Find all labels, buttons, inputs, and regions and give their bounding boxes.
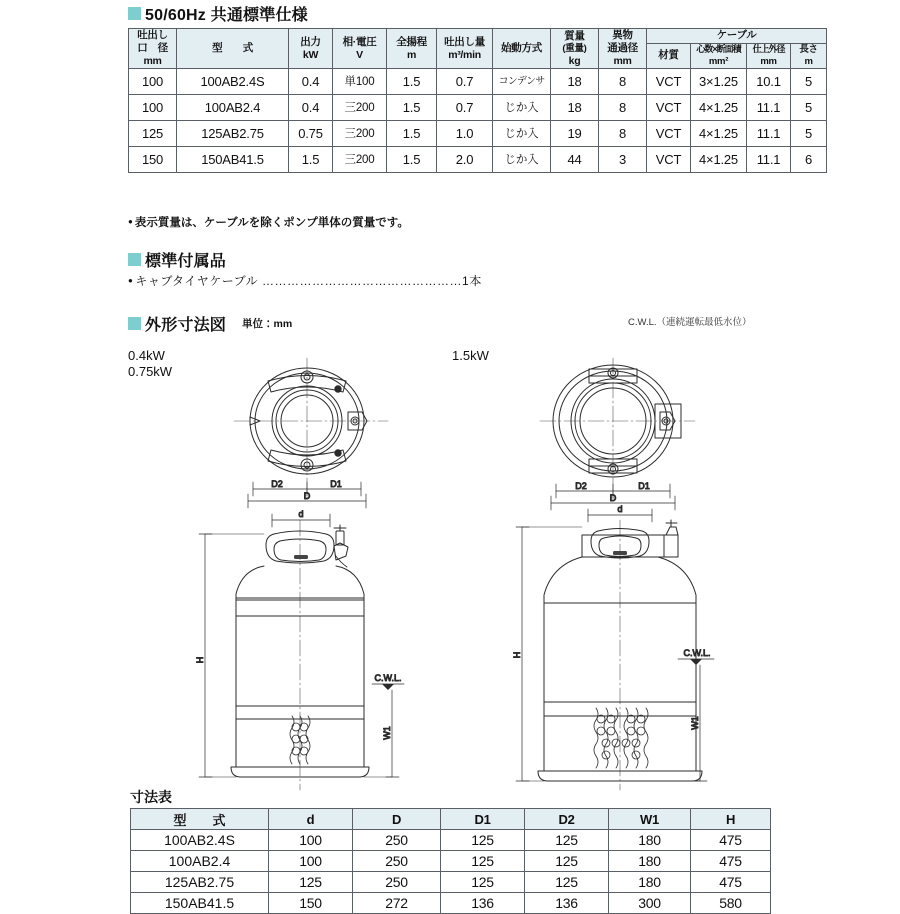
dim-label-W1-right: W1	[690, 716, 700, 730]
header-model: 型 式	[177, 29, 289, 69]
cell-flow: 1.0	[437, 121, 493, 147]
dim-cell-D: 250	[353, 872, 441, 893]
cell-voltage: 三200	[333, 121, 387, 147]
spec-table-container	[128, 28, 818, 173]
cell-model: 125AB2.75	[177, 121, 289, 147]
cell-voltage: 三200	[333, 95, 387, 121]
dim-cell-D1: 125	[441, 851, 525, 872]
dim-cell-D: 250	[353, 830, 441, 851]
section-marker-icon	[128, 253, 141, 266]
dim-cell-H: 475	[691, 851, 771, 872]
cell-mass: 18	[551, 95, 599, 121]
cell-voltage: 三200	[333, 147, 387, 173]
table-row	[131, 872, 771, 893]
header-head: 全揚程 m	[387, 29, 437, 69]
dim-label-D: D	[303, 491, 311, 501]
cell-model: 100AB2.4	[177, 95, 289, 121]
dim-cell-model: 125AB2.75	[131, 872, 269, 893]
cell-mass: 44	[551, 147, 599, 173]
dim-label-D2-right: D2	[575, 481, 587, 491]
spec-table-body	[129, 69, 827, 173]
table-row	[129, 147, 827, 173]
dim-cell-D1: 125	[441, 830, 525, 851]
dim-cell-d: 100	[269, 830, 353, 851]
cell-bore: 100	[129, 69, 177, 95]
cell-cable-material: VCT	[647, 69, 691, 95]
outline-section-heading	[128, 312, 292, 335]
dim-cell-model: 150AB41.5	[131, 893, 269, 914]
cell-solids: 8	[599, 121, 647, 147]
dim-header-W1: W1	[609, 809, 691, 830]
header-voltage: 相·電圧 V	[333, 29, 387, 69]
accessories-section-title: 標準付属品	[145, 253, 227, 270]
cell-bore: 125	[129, 121, 177, 147]
dim-cell-D2: 125	[525, 851, 609, 872]
dim-cell-H: 475	[691, 872, 771, 893]
dim-cell-W1: 180	[609, 851, 691, 872]
header-cable-material: 材質	[647, 43, 691, 69]
spec-section-title: 50/60Hz 共通標準仕様	[145, 7, 308, 24]
dim-cell-W1: 180	[609, 830, 691, 851]
cell-cable-material: VCT	[647, 121, 691, 147]
cell-cable-cores: 4×1.25	[691, 95, 747, 121]
dim-cell-D: 250	[353, 851, 441, 872]
dimension-table	[130, 808, 771, 914]
cell-solids: 8	[599, 95, 647, 121]
dim-cell-D1: 125	[441, 872, 525, 893]
cell-output: 0.4	[289, 95, 333, 121]
header-solids-passage: 異物 通過径 mm	[599, 29, 647, 69]
dim-label-d-right: d	[617, 504, 623, 514]
left-kw-label-1: 0.4kW	[128, 348, 165, 363]
dim-label-H: H	[195, 656, 205, 664]
header-mass: 質量 (重量) kg	[551, 29, 599, 69]
cell-head: 1.5	[387, 121, 437, 147]
spec-section-heading	[128, 2, 308, 25]
cell-output: 1.5	[289, 147, 333, 173]
header-start-method: 始動方式	[493, 29, 551, 69]
left-top-view	[234, 358, 388, 508]
table-row	[129, 121, 827, 147]
cell-cable-length: 5	[791, 121, 827, 147]
table-row	[129, 69, 827, 95]
cwl-legend-note: C.W.L.（連続運転最低水位）	[628, 317, 752, 328]
right-kw-label: 1.5kW	[452, 348, 489, 363]
cell-voltage: 単100	[333, 69, 387, 95]
cell-cable-material: VCT	[647, 147, 691, 173]
cell-mass: 19	[551, 121, 599, 147]
cell-cable-cores: 3×1.25	[691, 69, 747, 95]
dim-label-D-right: D	[609, 493, 617, 503]
dim-label-D2: D2	[271, 479, 283, 489]
dim-label-d: d	[298, 509, 304, 519]
cell-solids: 3	[599, 147, 647, 173]
spec-table	[128, 28, 827, 173]
dim-cell-D1: 136	[441, 893, 525, 914]
dim-cell-model: 100AB2.4	[131, 851, 269, 872]
cell-mass: 18	[551, 69, 599, 95]
right-top-view	[540, 358, 695, 510]
cell-bore: 150	[129, 147, 177, 173]
cell-start-method: じか入	[493, 121, 551, 147]
dim-header-D: D	[353, 809, 441, 830]
dim-cell-d: 150	[269, 893, 353, 914]
left-side-view	[195, 509, 404, 790]
header-cable-length: 長さ m	[791, 43, 827, 69]
cell-head: 1.5	[387, 95, 437, 121]
table-row	[131, 851, 771, 872]
dim-cell-model: 100AB2.4S	[131, 830, 269, 851]
dim-cell-d: 100	[269, 851, 353, 872]
cell-model: 150AB41.5	[177, 147, 289, 173]
dim-header-D1: D1	[441, 809, 525, 830]
dimension-table-container	[130, 808, 770, 914]
dim-header-model: 型 式	[131, 809, 269, 830]
cell-start-method: コンデンサ	[493, 69, 551, 95]
section-marker-icon	[128, 7, 141, 20]
outline-unit-label: 単位：mm	[242, 318, 293, 330]
dim-cell-D2: 125	[525, 830, 609, 851]
dim-label-CWL-left: C.W.L.	[374, 673, 402, 683]
spec-table-footnote: ● 表示質量は、ケーブルを除くポンプ単体の質量です。	[128, 214, 409, 230]
dim-cell-D2: 136	[525, 893, 609, 914]
dim-cell-d: 125	[269, 872, 353, 893]
cell-start-method: じか入	[493, 95, 551, 121]
table-row	[131, 893, 771, 914]
section-marker-icon	[128, 317, 141, 330]
table-row	[129, 95, 827, 121]
cell-cable-length: 6	[791, 147, 827, 173]
table-row	[131, 830, 771, 851]
dim-cell-H: 580	[691, 893, 771, 914]
cell-output: 0.75	[289, 121, 333, 147]
cell-cable-od: 11.1	[747, 95, 791, 121]
dim-label-D1-right: D1	[638, 481, 650, 491]
cell-flow: 2.0	[437, 147, 493, 173]
header-output: 出力 kW	[289, 29, 333, 69]
header-cable-group: ケーブル	[647, 29, 827, 44]
cell-solids: 8	[599, 69, 647, 95]
dim-header-d: d	[269, 809, 353, 830]
header-flow: 吐出し量 m³/min	[437, 29, 493, 69]
cell-head: 1.5	[387, 69, 437, 95]
dim-label-CWL-right: C.W.L.	[683, 648, 711, 658]
dim-table-title: 寸法表	[130, 789, 172, 805]
left-kw-label-2: 0.75kW	[128, 364, 173, 379]
cell-flow: 0.7	[437, 69, 493, 95]
cell-output: 0.4	[289, 69, 333, 95]
cell-cable-od: 10.1	[747, 69, 791, 95]
cell-bore: 100	[129, 95, 177, 121]
dim-cell-D2: 125	[525, 872, 609, 893]
cell-cable-od: 11.1	[747, 147, 791, 173]
dim-label-D1: D1	[330, 479, 342, 489]
dim-cell-D: 272	[353, 893, 441, 914]
cell-start-method: じか入	[493, 147, 551, 173]
dim-label-W1-left: W1	[382, 726, 392, 740]
cell-cable-length: 5	[791, 95, 827, 121]
cell-cable-od: 11.1	[747, 121, 791, 147]
header-cable-od: 仕上外径 mm	[747, 43, 791, 69]
dim-cell-W1: 300	[609, 893, 691, 914]
cell-cable-cores: 4×1.25	[691, 147, 747, 173]
cell-cable-length: 5	[791, 69, 827, 95]
cell-cable-cores: 4×1.25	[691, 121, 747, 147]
dim-cell-H: 475	[691, 830, 771, 851]
dim-label-H-right: H	[512, 651, 522, 659]
cell-head: 1.5	[387, 147, 437, 173]
header-cable-cores: 心数×断面積 mm²	[691, 43, 747, 69]
dim-cell-W1: 180	[609, 872, 691, 893]
dim-header-H: H	[691, 809, 771, 830]
right-side-view	[512, 504, 714, 790]
cell-model: 100AB2.4S	[177, 69, 289, 95]
outline-section-title: 外形寸法図	[145, 317, 227, 334]
dimension-table-header-row	[131, 809, 771, 830]
header-bore: 吐出し 口 径 mm	[129, 29, 177, 69]
accessories-section-heading	[128, 248, 226, 271]
accessory-item: ● キャブタイヤケーブル …………………………………………1本	[128, 272, 482, 289]
cell-cable-material: VCT	[647, 95, 691, 121]
dim-header-D2: D2	[525, 809, 609, 830]
cell-flow: 0.7	[437, 95, 493, 121]
dimension-table-body	[131, 830, 771, 914]
